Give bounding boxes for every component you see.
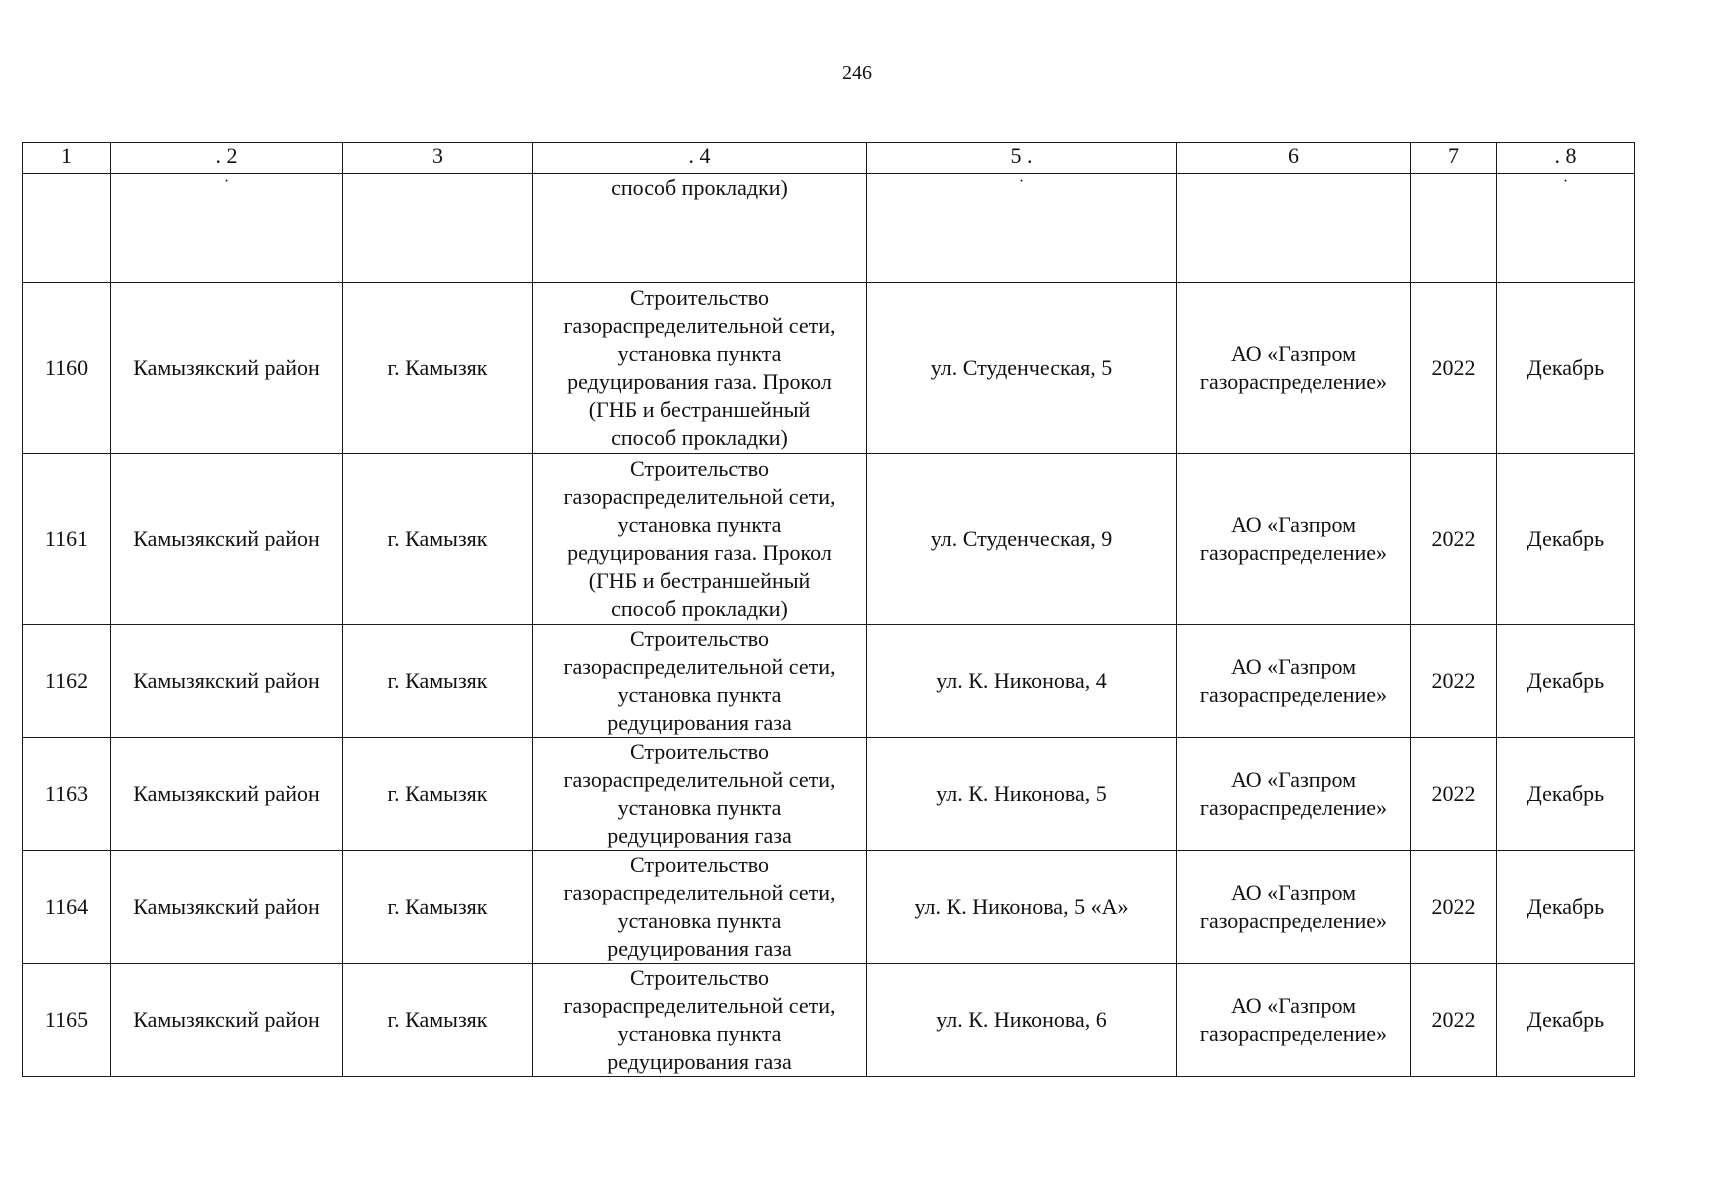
header-row xyxy=(23,143,1635,174)
description-line: установка пункта xyxy=(617,341,782,366)
organization-line: газораспределение» xyxy=(1199,682,1388,707)
organization-cell xyxy=(1177,738,1411,851)
address-cell: ул. К. Никонова, 6 xyxy=(867,964,1177,1077)
description-cell xyxy=(533,283,867,454)
organization-line: АО «Газпром xyxy=(1230,341,1357,366)
address-cell: ул. Студенческая, 5 xyxy=(867,283,1177,454)
table-row xyxy=(23,283,1635,454)
city-cell: г. Камызяк xyxy=(343,625,533,738)
description-line: редуцирования газа xyxy=(607,1049,792,1074)
description-line: редуцирования газа xyxy=(607,936,792,961)
row-number: 1161 xyxy=(23,454,111,625)
description-line: газораспределительной сети, xyxy=(563,767,836,792)
mark-dot: · xyxy=(1562,173,1569,190)
continuation-cell xyxy=(1177,174,1411,283)
city-cell: г. Камызяк xyxy=(343,738,533,851)
description-cell xyxy=(533,738,867,851)
district-cell: Камызякский район xyxy=(111,283,343,454)
description-line: установка пункта xyxy=(617,682,782,707)
organization-line: газораспределение» xyxy=(1199,1021,1388,1046)
organization-line: газораспределение» xyxy=(1199,908,1388,933)
continuation-row xyxy=(23,174,1635,283)
year-cell: 2022 xyxy=(1411,738,1497,851)
organization-cell xyxy=(1177,964,1411,1077)
organization-line: АО «Газпром xyxy=(1230,654,1357,679)
description-line: редуцирования газа. Прокол xyxy=(567,540,832,565)
description-line: Строительство xyxy=(629,739,770,764)
description-line: (ГНБ и бестраншейный xyxy=(588,568,811,593)
header-cell: . 8 xyxy=(1497,143,1635,174)
continuation-cell xyxy=(23,174,111,283)
table-row xyxy=(23,454,1635,625)
continuation-description: способ прокладки) xyxy=(533,174,867,283)
description-line: установка пункта xyxy=(617,795,782,820)
address-cell: ул. К. Никонова, 5 xyxy=(867,738,1177,851)
organization-line: газораспределение» xyxy=(1199,795,1388,820)
table-row xyxy=(23,851,1635,964)
table-row xyxy=(23,738,1635,851)
address-cell: ул. К. Никонова, 5 «А» xyxy=(867,851,1177,964)
description-line: Строительство xyxy=(629,285,770,310)
continuation-cell xyxy=(343,174,533,283)
header-cell: 7 xyxy=(1411,143,1497,174)
organization-line: АО «Газпром xyxy=(1230,767,1357,792)
description-line: установка пункта xyxy=(617,1021,782,1046)
row-number: 1165 xyxy=(23,964,111,1077)
organization-line: АО «Газпром xyxy=(1230,993,1357,1018)
month-cell: Декабрь xyxy=(1497,851,1635,964)
header-cell: 1 xyxy=(23,143,111,174)
description-line: Строительство xyxy=(629,965,770,990)
description-line: газораспределительной сети, xyxy=(563,880,836,905)
row-number: 1162 xyxy=(23,625,111,738)
organization-cell xyxy=(1177,454,1411,625)
row-number: 1164 xyxy=(23,851,111,964)
description-cell xyxy=(533,964,867,1077)
continuation-mark xyxy=(111,174,343,283)
description-line: установка пункта xyxy=(617,908,782,933)
organization-cell xyxy=(1177,283,1411,454)
table-row xyxy=(23,625,1635,738)
description-cell xyxy=(533,454,867,625)
city-cell: г. Камызяк xyxy=(343,964,533,1077)
city-cell: г. Камызяк xyxy=(343,851,533,964)
month-cell: Декабрь xyxy=(1497,964,1635,1077)
year-cell: 2022 xyxy=(1411,964,1497,1077)
month-cell: Декабрь xyxy=(1497,283,1635,454)
description-line: Строительство xyxy=(629,626,770,651)
row-number: 1163 xyxy=(23,738,111,851)
description-line: установка пункта xyxy=(617,512,782,537)
description-line: редуцирования газа xyxy=(607,710,792,735)
description-line: Строительство xyxy=(629,852,770,877)
year-cell: 2022 xyxy=(1411,625,1497,738)
description-line: газораспределительной сети, xyxy=(563,484,836,509)
city-cell: г. Камызяк xyxy=(343,454,533,625)
description-line: (ГНБ и бестраншейный xyxy=(588,397,811,422)
table-row xyxy=(23,964,1635,1077)
district-cell: Камызякский район xyxy=(111,625,343,738)
continuation-mark xyxy=(1497,174,1635,283)
year-cell: 2022 xyxy=(1411,851,1497,964)
description-line: газораспределительной сети, xyxy=(563,313,836,338)
description-line: газораспределительной сети, xyxy=(563,993,836,1018)
description-line: Строительство xyxy=(629,456,770,481)
mark-dot: · xyxy=(1018,173,1025,190)
description-line: способ прокладки) xyxy=(611,425,788,450)
row-number: 1160 xyxy=(23,283,111,454)
description-cell xyxy=(533,851,867,964)
organization-line: газораспределение» xyxy=(1199,540,1388,565)
month-cell: Декабрь xyxy=(1497,738,1635,851)
header-cell: . 2 xyxy=(111,143,343,174)
header-cell: 3 xyxy=(343,143,533,174)
continuation-cell xyxy=(1411,174,1497,283)
organization-cell xyxy=(1177,851,1411,964)
month-cell: Декабрь xyxy=(1497,625,1635,738)
organization-cell xyxy=(1177,625,1411,738)
district-cell: Камызякский район xyxy=(111,851,343,964)
district-cell: Камызякский район xyxy=(111,738,343,851)
year-cell: 2022 xyxy=(1411,283,1497,454)
year-cell: 2022 xyxy=(1411,454,1497,625)
header-cell: . 4 xyxy=(533,143,867,174)
header-cell: 5 . xyxy=(867,143,1177,174)
header-cell: 6 xyxy=(1177,143,1411,174)
city-cell: г. Камызяк xyxy=(343,283,533,454)
organization-line: газораспределение» xyxy=(1199,369,1388,394)
district-cell: Камызякский район xyxy=(111,964,343,1077)
organization-line: АО «Газпром xyxy=(1230,512,1357,537)
page-number: 246 xyxy=(842,62,872,84)
mark-dot: · xyxy=(223,173,230,190)
continuation-mark xyxy=(867,174,1177,283)
description-cell xyxy=(533,625,867,738)
description-line: способ прокладки) xyxy=(611,596,788,621)
description-line: газораспределительной сети, xyxy=(563,654,836,679)
address-cell: ул. Студенческая, 9 xyxy=(867,454,1177,625)
description-line: редуцирования газа xyxy=(607,823,792,848)
description-line: редуцирования газа. Прокол xyxy=(567,369,832,394)
address-cell: ул. К. Никонова, 4 xyxy=(867,625,1177,738)
gas-network-table xyxy=(22,142,1635,1077)
month-cell: Декабрь xyxy=(1497,454,1635,625)
organization-line: АО «Газпром xyxy=(1230,880,1357,905)
district-cell: Камызякский район xyxy=(111,454,343,625)
